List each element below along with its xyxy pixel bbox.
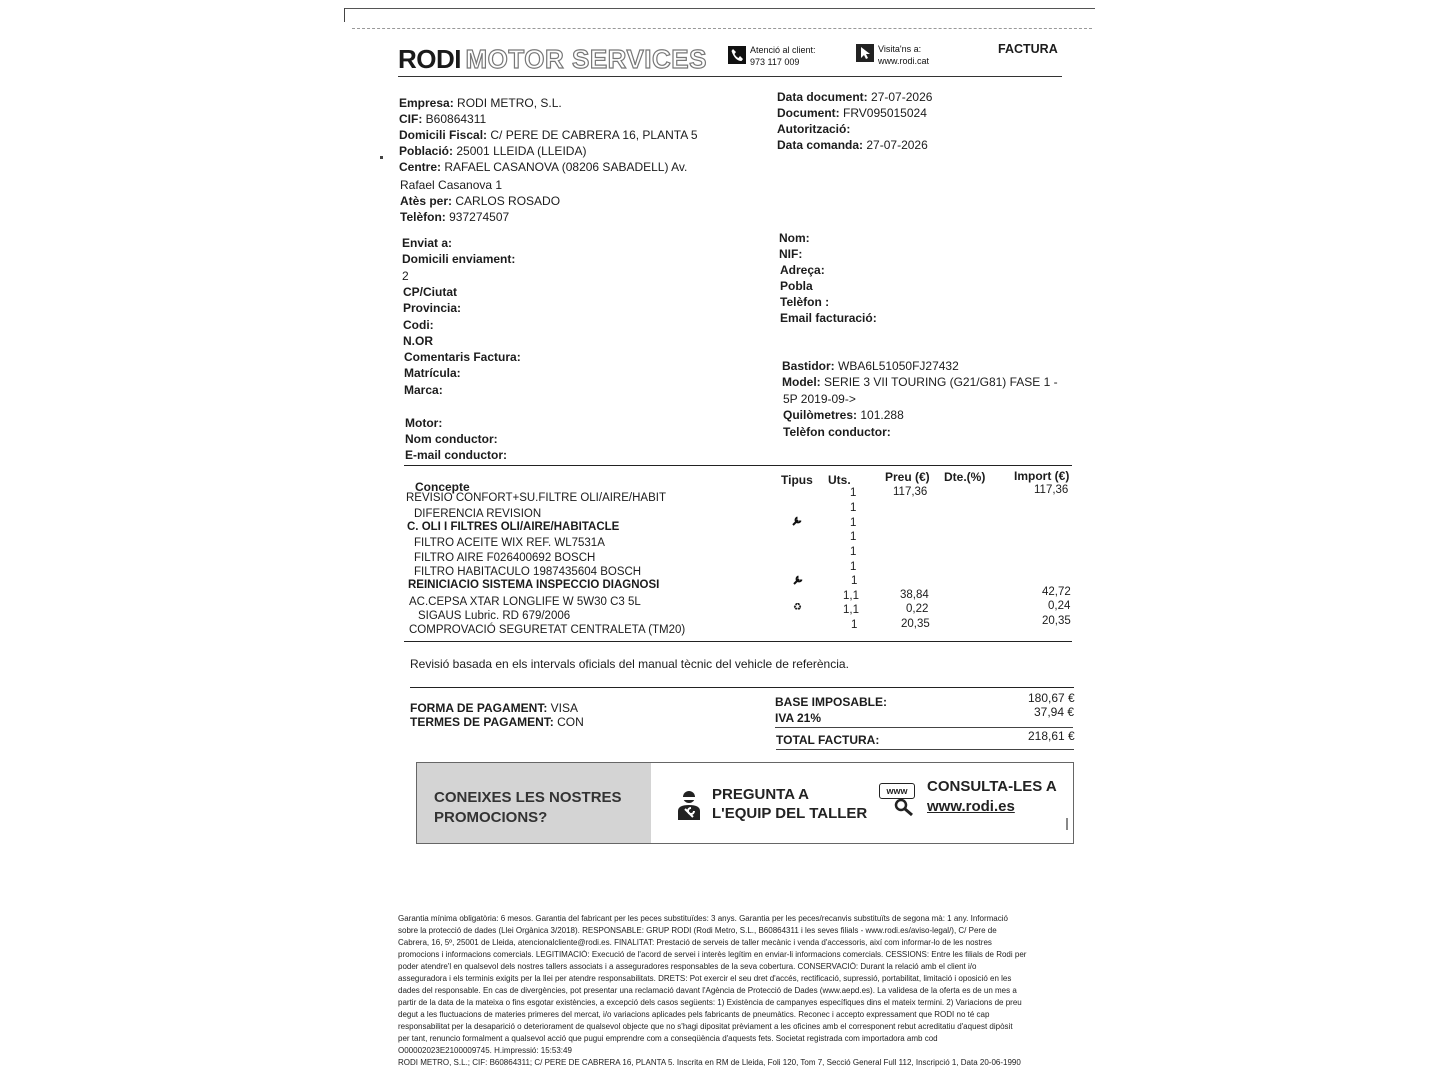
table-row-units: 1: [851, 619, 858, 631]
table-row-price: 117,36: [893, 486, 928, 498]
company-row: Rafael Casanova 1: [400, 178, 503, 192]
vat-label: IVA 21%: [775, 711, 822, 725]
total-divider: [775, 727, 1073, 728]
header-divider: [398, 76, 1062, 77]
promo-ask-line2: L'EQUIP DEL TALLER: [712, 805, 868, 822]
wrench-icon: [792, 573, 804, 591]
table-row-amount: 0,24: [1048, 600, 1071, 612]
payment-method: FORMA DE PAGAMENT: VISA: [410, 701, 579, 715]
company-logo: [398, 44, 707, 75]
table-row-concept: FILTRO HABITACULO 1987435604 BOSCH: [414, 566, 642, 578]
table-row-units: 1: [850, 487, 857, 499]
wrench-icon: [791, 514, 803, 532]
table-row-units: 1: [851, 575, 858, 587]
shipping-label: Matrícula:: [404, 366, 461, 380]
col-type: Tipus: [781, 473, 813, 487]
shipping-value: 2: [402, 269, 409, 283]
shipping-label: Codi:: [403, 318, 434, 332]
shipping-label: Enviat a:: [402, 236, 453, 250]
www-badge-icon: www: [879, 783, 915, 799]
promo-left-panel: [417, 763, 651, 843]
col-discount: Dte.(%): [944, 470, 986, 484]
shipping-label: Comentaris Factura:: [404, 350, 521, 364]
table-row-concept: FILTRO AIRE F026400692 BOSCH: [414, 552, 596, 564]
logo-rodi: RODI: [398, 44, 461, 74]
table-row-price: 0,22: [906, 603, 929, 615]
vehicle-chassis: Bastidor: WBA6L51050FJ27432: [782, 359, 959, 373]
legal-line: asseguradora i els terminis exigits per la llei per atendre responsabilitats. DRETS: Pot exercir el seu dret d'accés, rectificació, supressió, portabilitat, limitació i oposició en les: [398, 974, 1012, 983]
scan-dashed-line: [352, 28, 1092, 29]
total-bottom-divider: [776, 749, 1074, 750]
cursor-icon: [856, 44, 874, 62]
company-row: Telèfon: 937274507: [400, 210, 510, 224]
promo-question-line2: PROMOCIONS?: [434, 809, 548, 826]
document-type: FACTURA: [998, 42, 1058, 56]
shipping-label: Motor:: [405, 416, 443, 430]
phone-number: 973 117 009: [750, 57, 800, 67]
table-row-price: 38,84: [900, 589, 929, 601]
legal-line: Garantia mínima obligatòria: 6 mesos. Garantia del fabricant per les peces substituïdes: 3 anys. Garantia per les peces/recanvis substituïts de segona mà: 1 any. Informació: [398, 914, 1008, 923]
table-row-units: 1: [850, 546, 857, 558]
legal-line: Cabrera, 16, 5º, 25001 de Lleida, atencionalcliente@rodi.es. FINALITAT: Prestació de serveis de taller mecànic i venda d'accessoris, així com informar-lo de les nostres: [398, 938, 992, 947]
mechanic-icon: [675, 789, 703, 826]
document-row: Autorització:: [777, 122, 851, 136]
magnifier-icon: [893, 797, 915, 822]
client-label: Adreça:: [780, 263, 825, 277]
legal-line: sobre la protecció de dades (Llei Orgànica 3/2018). RESPONSABLE: GRUP RODI (Rodi Metro, S.L., B60864311 i les seves filials - www.rodi.es/aviso-legal/), C/ Pere de: [398, 926, 997, 935]
table-row-concept: DIFERENCIA REVISION: [414, 508, 542, 520]
company-row: Empresa: RODI METRO, S.L.: [399, 96, 562, 110]
recycle-icon: ♻: [793, 602, 802, 613]
shipping-label: E-mail conductor:: [405, 448, 508, 462]
col-amount: Import (€): [1014, 469, 1070, 483]
total-value: 218,61 €: [1028, 729, 1075, 743]
service-note: Revisió basada en els intervals oficials del manual tècnic del vehicle de referència.: [410, 657, 849, 671]
table-row-units: 1,1: [843, 590, 859, 602]
scan-top-line: [345, 8, 1095, 9]
table-row-amount: 20,35: [1042, 615, 1071, 627]
table-row-amount: 42,72: [1042, 586, 1071, 598]
table-row-concept: C. OLI I FILTRES OLI/AIRE/HABITACLE: [407, 521, 620, 533]
client-label: NIF:: [779, 247, 803, 261]
vehicle-km: Quilòmetres: 101.288: [783, 408, 904, 422]
company-row: Atès per: CARLOS ROSADO: [400, 194, 561, 208]
legal-line: degut a les fluctuacions de materies primeres del mercat, i/o variacions aplicades pels fabricants de pneumàtics. Reconec i accepto expressament que RODI no té cap: [398, 1010, 990, 1019]
legal-line: per tant, renuncio formalment a qualsevol acció que pugui emprendre com a conseqüència d'aquests fets. Societat registrada com importadora amb cod: [398, 1034, 938, 1043]
promo-ask-line1: PREGUNTA A: [712, 786, 809, 803]
shipping-label: Marca:: [404, 383, 443, 397]
phone-label: Atenció al client:: [750, 45, 816, 55]
client-label: Nom:: [779, 231, 810, 245]
legal-line: RODI METRO, S.L.; CIF: B60864311; C/ PERE DE CABRERA 16, PLANTA 5. Inscrita en RM de Lleida, Foli 120, Tom 7, Secció General Full 112, Inscripció 1, Data 20-06-1990: [398, 1058, 1021, 1067]
payment-terms: TERMES DE PAGAMENT: CON: [410, 715, 584, 729]
table-row-concept: REVISIO CONFORT+SU.FILTRE OLI/AIRE/HABIT: [406, 492, 666, 504]
client-label: Email facturació:: [780, 311, 877, 325]
shipping-label: Nom conductor:: [405, 432, 498, 446]
items-top-divider: [404, 465, 1072, 466]
table-row-units: 1: [850, 502, 857, 514]
vehicle-model-line2: 5P 2019-09->: [783, 392, 856, 406]
legal-line: responsabilitat per la desaparició o deteriorament de qualsevol objecte que no s'hagi dipositat prèviament a les oficines amb el corresponent rebut acreditatiu d'aquest dipòsit: [398, 1022, 1013, 1031]
legal-line: poder atendre'l en qualsevol dels nostres tallers associats i a asseguradores responsables de la seva cobertura. CONSERVACIÓ: Durant la relació amb el client i/o: [398, 962, 977, 971]
shipping-label: CP/Ciutat: [403, 285, 457, 299]
table-row-concept: REINICIACIO SISTEMA INSPECCIO DIAGNOSI: [408, 579, 660, 591]
table-row-units: 1,1: [843, 604, 859, 616]
scan-dot: [380, 156, 383, 159]
col-concept: Concepte: [415, 480, 470, 494]
company-row: Població: 25001 LLEIDA (LLEIDA): [399, 144, 587, 158]
company-row: CIF: B60864311: [399, 112, 487, 126]
promo-question-line1: CONEIXES LES NOSTRES: [434, 789, 622, 806]
logo-motor-services: MOTOR SERVICES: [465, 44, 707, 74]
scan-mark: [1066, 818, 1068, 830]
totals-divider: [410, 687, 1074, 688]
table-row-amount: 117,36: [1034, 484, 1069, 496]
promo-website-link[interactable]: www.rodi.es: [927, 798, 1015, 815]
phone-icon: [728, 46, 746, 64]
promo-visit-line1: CONSULTA-LES A: [927, 778, 1057, 795]
web-url[interactable]: www.rodi.cat: [878, 56, 930, 66]
document-row: Data document: 27-07-2026: [777, 90, 933, 104]
client-label: Telèfon :: [780, 295, 830, 309]
table-row-units: 1: [850, 561, 857, 573]
web-label: Visita'ns a:: [878, 44, 922, 54]
table-row-units: 1: [850, 517, 857, 529]
col-price: Preu (€): [885, 470, 930, 484]
base-label: BASE IMPOSABLE:: [775, 695, 888, 709]
company-row: Domicili Fiscal: C/ PERE DE CABRERA 16, PLANTA 5: [399, 128, 698, 142]
document-row: Data comanda: 27-07-2026: [777, 138, 928, 152]
legal-line: promocions i informacions comercials. LEGITIMACIÓ: Execució de l'acord de servei i interès legítim en enviar-li informacions comercials. CESSIONS: Entre les filials de Rodi per: [398, 950, 1027, 959]
col-units: Uts.: [828, 473, 851, 487]
promo-banner[interactable]: [416, 762, 1074, 844]
shipping-label: Domicili enviament:: [402, 252, 516, 266]
shipping-label: N.OR: [403, 334, 433, 348]
vehicle-model: Model: SERIE 3 VII TOURING (G21/G81) FASE 1 -: [782, 375, 1058, 389]
table-row-units: 1: [850, 531, 857, 543]
legal-line: partir de la data de la mateixa o fins esgotar existències, a excepció dels casos següents: 1) Existència de campanyes específiques dins el mateix termini. 2) Variacions de preu: [398, 998, 1022, 1007]
table-row-concept: AC.CEPSA XTAR LONGLIFE W 5W30 C3 5L: [409, 596, 641, 608]
table-row-concept: FILTRO ACEITE WIX REF. WL7531A: [414, 537, 605, 549]
table-row-concept: SIGAUS Lubric. RD 679/2006: [418, 610, 571, 622]
table-row-concept: COMPROVACIÓ SEGURETAT CENTRALETA (TM20): [409, 624, 686, 636]
vehicle-driver-phone: Telèfon conductor:: [783, 425, 891, 439]
legal-line: O00002023E2100009745. H.impressió: 15:53:49: [398, 1046, 572, 1055]
total-label: TOTAL FACTURA:: [776, 733, 880, 747]
base-value: 180,67 €: [1028, 691, 1075, 705]
scan-edge-mark: [344, 8, 345, 22]
client-label: Pobla: [780, 279, 813, 293]
vat-value: 37,94 €: [1034, 705, 1075, 719]
items-bottom-divider: [404, 641, 1072, 642]
company-row: Centre: RAFAEL CASANOVA (08206 SABADELL) Av.: [399, 160, 688, 174]
document-row: Document: FRV095015024: [777, 106, 927, 120]
legal-line: dades del responsable. En cas de divergències, pot presentar una reclamació davant l'Agència de Protecció de Dades (www.aepd.es). La validesa de la oferta es de un mes a: [398, 986, 1017, 995]
table-row-price: 20,35: [901, 618, 930, 630]
shipping-label: Provincia:: [403, 301, 462, 315]
